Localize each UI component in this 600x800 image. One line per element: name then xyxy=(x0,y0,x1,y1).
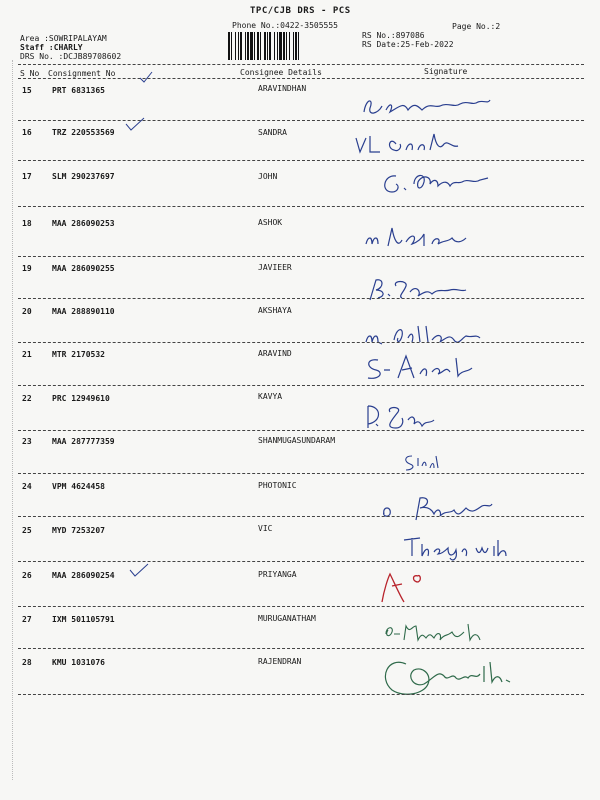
area-label: Area :SOWRIPALAYAM xyxy=(20,34,107,43)
row-sno: 22 xyxy=(22,394,32,403)
check-mark-icon xyxy=(138,70,154,84)
row-consignee: KAVYA xyxy=(258,392,283,401)
header-rule-bottom xyxy=(18,78,584,79)
signature-scribble xyxy=(362,318,492,350)
signature-scribble xyxy=(350,126,470,160)
row-divider xyxy=(18,430,584,431)
signature-scribble xyxy=(378,166,508,200)
row-divider xyxy=(18,160,584,161)
row-divider xyxy=(18,256,584,257)
row-consignment: MAA 287777359 xyxy=(52,437,115,446)
row-consignment: KMU 1031076 xyxy=(52,658,105,667)
row-consignee: RAJENDRAN xyxy=(258,657,302,666)
row-consignee: SHANMUGASUNDARAM xyxy=(258,436,336,445)
row-consignment: MAA 286090255 xyxy=(52,264,115,273)
barcode-icon xyxy=(228,32,352,60)
row-consignee: ARAVINDHAN xyxy=(258,84,307,93)
row-consignment: PRC 12949610 xyxy=(52,394,110,403)
row-sno: 19 xyxy=(22,264,32,273)
row-sno: 16 xyxy=(22,128,32,137)
row-consignment: MYD 7253207 xyxy=(52,526,105,535)
check-mark-icon xyxy=(128,562,150,578)
row-consignment: MAA 286090253 xyxy=(52,219,115,228)
row-sno: 23 xyxy=(22,437,32,446)
row-consignee: VIC xyxy=(258,524,273,533)
row-sno: 20 xyxy=(22,307,32,316)
column-header-signature: Signature xyxy=(424,67,468,76)
page-number: Page No.:2 xyxy=(452,22,501,31)
signature-scribble xyxy=(378,492,508,524)
row-sno: 27 xyxy=(22,615,32,624)
phone-number: Phone No.:0422-3505555 xyxy=(232,21,338,30)
row-consignment: IXM 501105791 xyxy=(52,615,115,624)
row-consignment: SLM 290237697 xyxy=(52,172,115,181)
signature-scribble xyxy=(360,92,500,122)
row-divider xyxy=(18,206,584,207)
row-divider xyxy=(18,120,584,121)
drs-number: DRS No. :DCJB89708602 xyxy=(20,52,122,61)
rs-date: RS Date:25-Feb-2022 xyxy=(362,40,454,49)
row-consignment: PRT 6831365 xyxy=(52,86,105,95)
row-consignee: PRIYANGA xyxy=(258,570,297,579)
signature-scribble xyxy=(378,568,438,608)
row-consignment: MAA 288890110 xyxy=(52,307,115,316)
signature-scribble xyxy=(400,532,524,562)
row-consignment: MTR 2170532 xyxy=(52,350,105,359)
rs-number: RS No.:897086 xyxy=(362,31,425,40)
row-consignee: SANDRA xyxy=(258,128,287,137)
row-consignee: ARAVIND xyxy=(258,349,292,358)
row-sno: 28 xyxy=(22,658,32,667)
signature-scribble xyxy=(382,618,502,646)
row-divider xyxy=(18,516,584,517)
signature-scribble xyxy=(362,402,452,432)
check-mark-icon xyxy=(124,116,146,132)
row-sno: 15 xyxy=(22,86,32,95)
row-divider xyxy=(18,561,584,562)
margin-line xyxy=(12,60,13,780)
row-sno: 26 xyxy=(22,571,32,580)
staff-label: Staff :CHARLY xyxy=(20,43,83,52)
header-rule-top xyxy=(18,64,584,65)
row-consignment: VPM 4624458 xyxy=(52,482,105,491)
column-header-consignment: Consignment No xyxy=(48,69,116,78)
row-divider xyxy=(18,694,584,695)
row-divider xyxy=(18,385,584,386)
row-divider xyxy=(18,342,584,343)
row-consignee: PHOTONIC xyxy=(258,481,297,490)
column-header-details: Consignee Details xyxy=(240,68,322,77)
row-divider xyxy=(18,473,584,474)
row-sno: 21 xyxy=(22,350,32,359)
row-sno: 18 xyxy=(22,219,32,228)
row-sno: 25 xyxy=(22,526,32,535)
row-sno: 17 xyxy=(22,172,32,181)
signature-scribble xyxy=(362,222,482,252)
row-consignee: AKSHAYA xyxy=(258,306,292,315)
signature-scribble xyxy=(362,350,482,384)
row-divider xyxy=(18,606,584,607)
row-consignment: TRZ 220553569 xyxy=(52,128,115,137)
row-consignee: ASHOK xyxy=(258,218,283,227)
sheet-title: TPC/CJB DRS - PCS xyxy=(250,6,351,16)
column-header-sno: S No xyxy=(20,69,40,78)
signature-scribble xyxy=(366,274,476,304)
row-divider xyxy=(18,298,584,299)
row-consignment: MAA 286090254 xyxy=(52,571,115,580)
row-consignee: MURUGANATHAM xyxy=(258,614,316,623)
signature-scribble xyxy=(402,452,442,472)
row-consignee: JOHN xyxy=(258,172,278,181)
row-sno: 24 xyxy=(22,482,32,491)
row-consignee: JAVIEER xyxy=(258,263,292,272)
